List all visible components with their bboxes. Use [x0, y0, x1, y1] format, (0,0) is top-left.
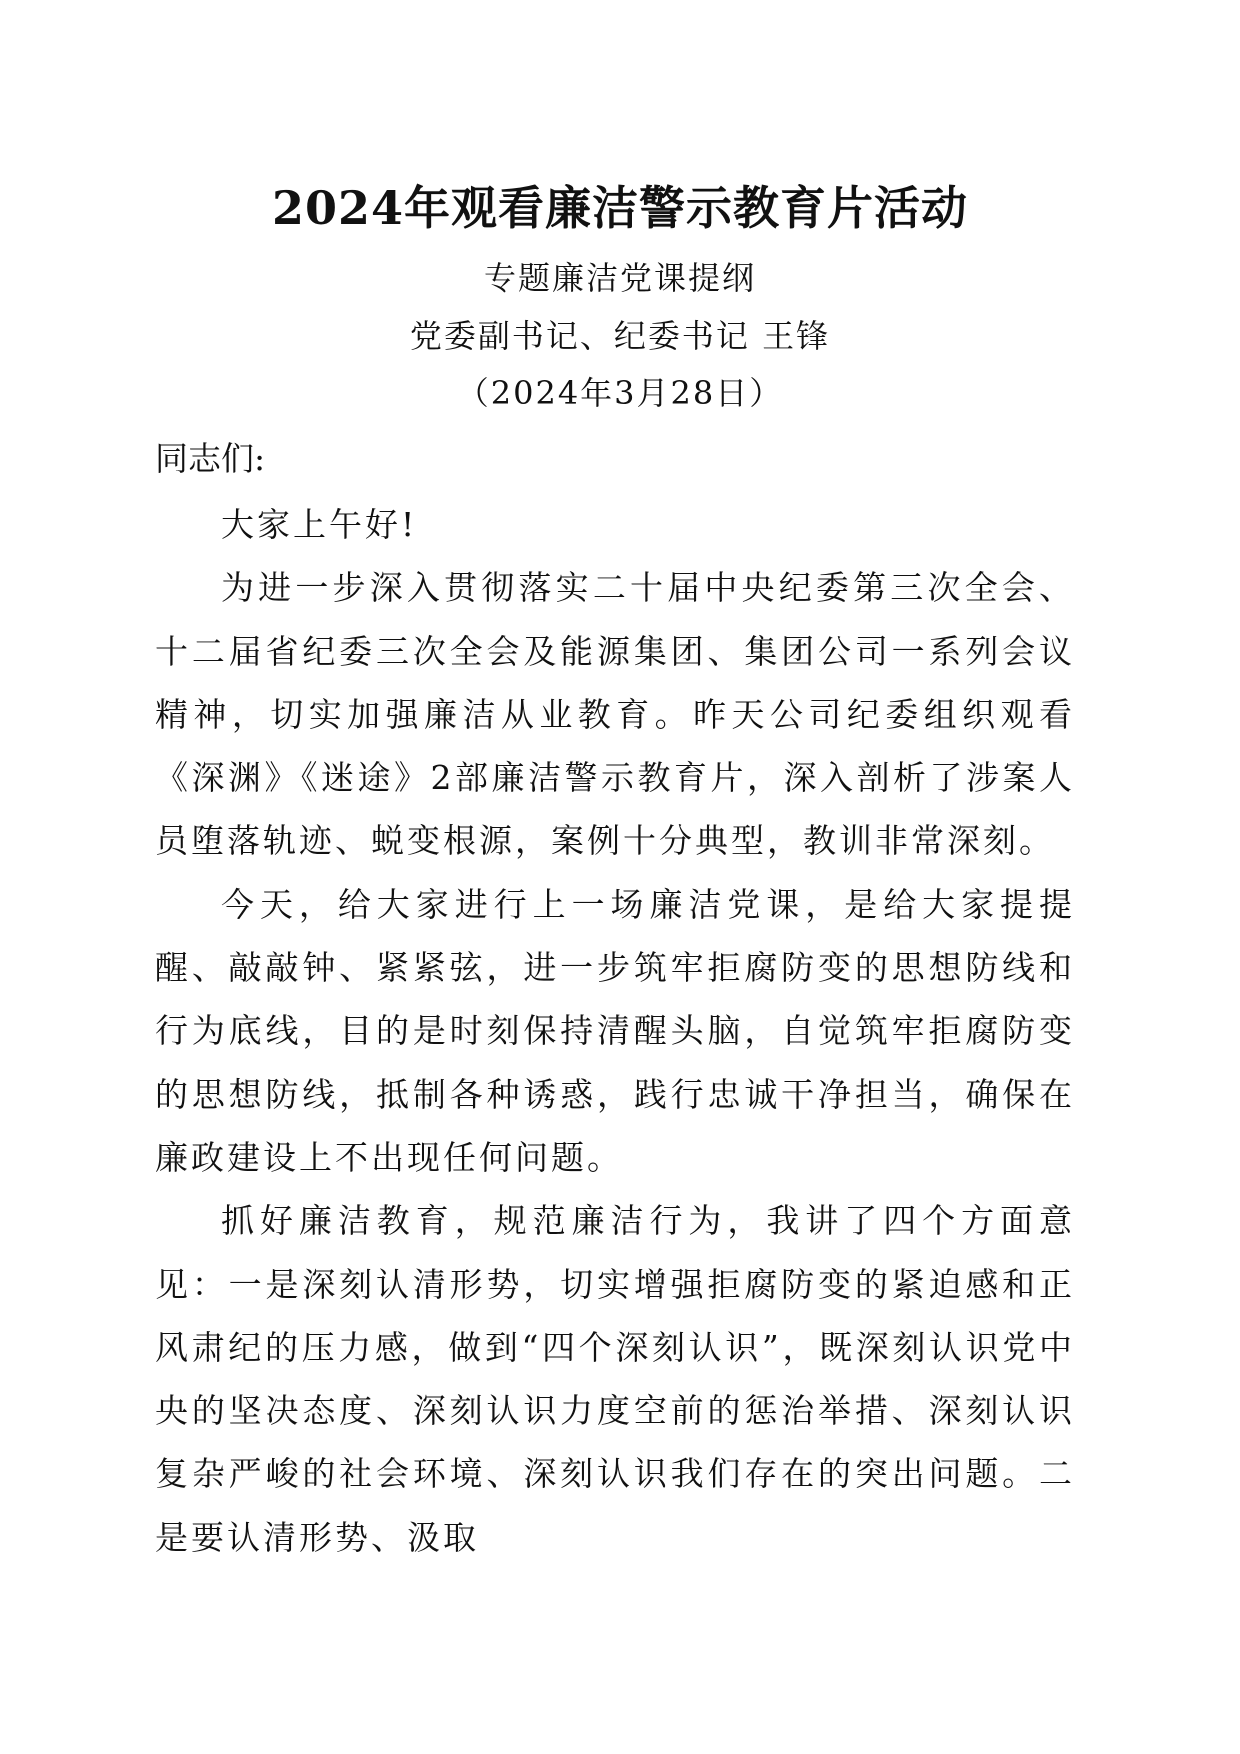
- document-body: [155, 493, 1075, 1569]
- document-subtitle: 专题廉洁党课提纲: [483, 259, 756, 297]
- paragraph: 今天，给大家进行上一场廉洁党课，是给大家提提醒、敲敲钟、紧紧弦，进一步筑牢拒腐防变的思想防线和行为底线，目的是时刻保持清醒头脑，自觉筑牢拒腐防变的思想防线，抵制各种诱惑，践行忠诚干净担当，确保在廉政建设上不出现任何问题。: [155, 884, 1075, 1177]
- document-date: （2024年3月28日）: [456, 374, 784, 412]
- document-author: 党委副书记、纪委书记 王锋: [409, 317, 831, 355]
- paragraph: 大家上午好!: [221, 505, 418, 544]
- paragraph: 为进一步深入贯彻落实二十届中央纪委第三次全会、十二届省纪委三次全会及能源集团、集团公司一系列会议精神，切实加强廉洁从业教育。昨天公司纪委组织观看《深渊》《迷途》2部廉洁警示教育片，深入剖析了涉案人员堕落轨迹、蜕变根源，案例十分典型，教训非常深刻。: [155, 568, 1075, 861]
- paragraph: 抓好廉洁教育，规范廉洁行为，我讲了四个方面意见：一是深刻认清形势，切实增强拒腐防变的紧迫感和正风肃纪的压力感，做到“四个深刻认识”，既深刻认识党中央的坚决态度、深刻认识力度空前的惩治举措、深刻认识复杂严峻的社会环境、深刻认识我们存在的突出问题。二是要认清形势、汲取: [155, 1201, 1075, 1557]
- salutation: 同志们:: [155, 439, 266, 478]
- document-title: 2024年观看廉洁警示教育片活动: [271, 181, 969, 235]
